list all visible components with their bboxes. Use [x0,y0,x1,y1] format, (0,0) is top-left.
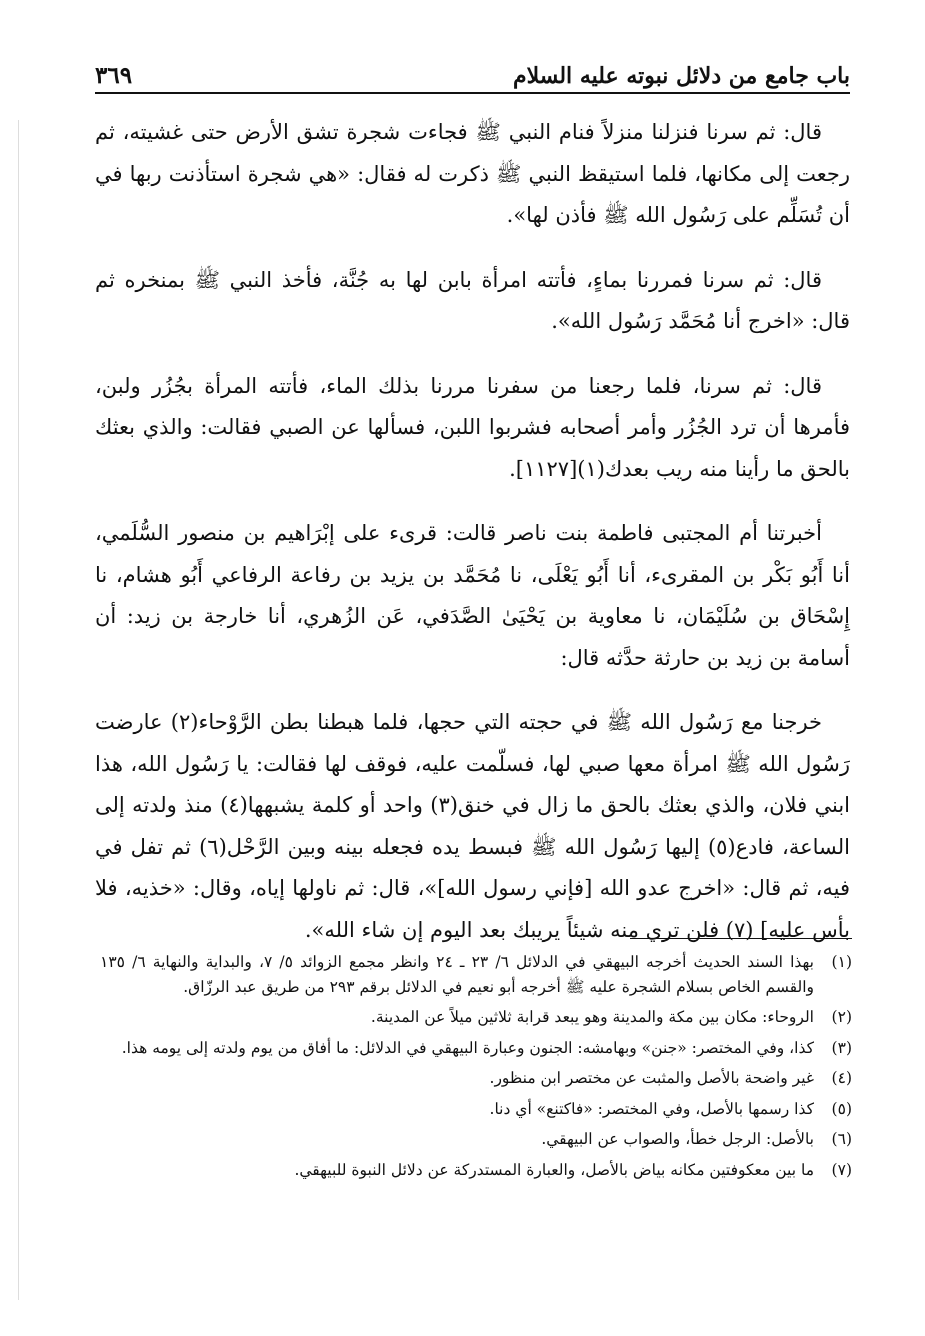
footnote-number: (٤) [831,1069,852,1087]
paragraph: خرجنا مع رَسُول الله ﷺ في حجته التي حجها، فلما هبطنا بطن الرَّوْحاء(٢) عارضت رَسُول الله ﷺ امرأة معها صبي لها، فسلّمت عليه، فوقف لها فقالت: يا رَسُول الله، هذا ابني فلان، والذي بعثك بالحق ما زال في خنق(٣) واحد أو كلمة يشبهها(٤) منذ ولدته إلى الساعة، فادع(٥) إليها رَسُول الله ﷺ فبسط يده فجعله بينه وبين الرَّحْل(٦) ثم تفل في فيه، ثم قال: «اخرج عدو الله [فإني رسول الله]»، قال: ثم ناولها إياه، وقال: «خذيه، فلا بأس عليه] (٧) فلن تري منه شيئاً يريبك بعد اليوم إن شاء الله». [95,710,851,942]
footnote [100,1158,852,1183]
page-edge-line [18,120,19,1300]
paragraph: قال: ثم سرنا فنزلنا منزلاً فنام النبي ﷺ فجاءت شجرة تشق الأرض حتى غشيته، ثم رجعت إلى مكانها، فلما استيقظ النبي ﷺ ذكرت له فقال: «هي شجرة استأذنت ربها في أن تُسَلِّم على رَسُول الله ﷺ فأذن لها». [95,120,850,227]
footnote-text: الروحاء: مكان بين مكة والمدينة وهو يبعد قرابة ثلاثين ميلاً عن المدينة. [370,1008,814,1026]
paragraph: قال: ثم سرنا، فلما رجعنا من سفرنا مررنا بذلك الماء، فأتته المرأة بجُزُر ولبن، فأمرها أن ترد الجُزُر وأمر أصحابه فشربوا اللبن، فسألها عن الصبي فقالت: والذي بعثك بالحق ما رأينا منه ريب بعدك(١)[١١٢٧]. [95,373,851,481]
footnote-text: غير واضحة بالأصل والمثبت عن مختصر ابن منظور. [489,1069,814,1087]
main-text [95,112,850,974]
footnote-text: كذا رسمها بالأصل، وفي المختصر: «فاكتنع» أي دنا. [489,1099,814,1118]
footnote-number: (٣) [831,1038,852,1057]
footnote-separator [630,938,852,939]
paragraph: قال: ثم سرنا فمررنا بماءٍ، فأتته امرأة بابن لها به جُنَّة، فأخذ النبي ﷺ بمنخره ثم قال: «اخرج أنا مُحَمَّد رَسُول الله». [95,267,850,333]
footnote [100,1097,852,1122]
footnote-number: (٥) [831,1099,852,1118]
footnote-number: (٧) [831,1160,852,1179]
footnote-text: بهذا السند الحديث أخرجه البيهقي في الدلائل ٦/ ٢٣ ـ ٢٤ وانظر مجمع الزوائد ٥/ ٧، والبداية والنهاية ٦/ ١٣٥ والقسم الخاص بسلام الشجرة عليه ﷺ أخرجه أبو نعيم في الدلائل برقم ٢٩٣ من طريق عبد الرزّاق. [100,953,814,996]
footnote [100,950,852,999]
footnote [100,1036,852,1061]
paragraph: أخبرتنا أم المجتبى فاطمة بنت ناصر قالت: قرىء على إبْرَاهيم بن منصور السُّلَمي، أنا أَبُو بَكْر بن المقرىء، أنا أَبُو يَعْلَى، نا مُحَمَّد بن يزيد بن رفاعة الرفاعي أَبُو هشام، نا إِسْحَاق بن سُلَيْمَان، نا معاوية بن يَحْيَىٰ الصَّدَفي، عَن الزُهري، أنا خارجة بن زيد: أن أسامة بن زيد بن حارثة حدَّثه قال: [95,521,850,670]
footnote-number: (٢) [831,1008,852,1026]
footnotes [100,950,852,1188]
footnote-number: (٦) [831,1130,852,1148]
footnote [100,1066,852,1091]
chapter-title: باب جامع من دلائل نبوته عليه السلام [512,63,850,89]
running-header [95,55,850,89]
footnote [100,1127,852,1152]
footnote-text: ما بين معكوفتين مكانه بياض بالأصل، والعبارة المستدركة عن دلائل النبوة للبيهقي. [294,1160,814,1179]
footnote-text: كذا، وفي المختصر: «جنن» وبهامشه: الجنون وعبارة البيهقي في الدلائل: ما أفاق من يوم ولدته إلى يومه هذا. [121,1038,814,1057]
footnote [100,1005,852,1030]
footnote-text: بالأصل: الرجل خطأ، والصواب عن البيهقي. [541,1130,814,1148]
footnote-number: (١) [831,953,852,971]
page-number: ٣٦٩ [95,62,133,89]
header-rule [95,92,850,94]
